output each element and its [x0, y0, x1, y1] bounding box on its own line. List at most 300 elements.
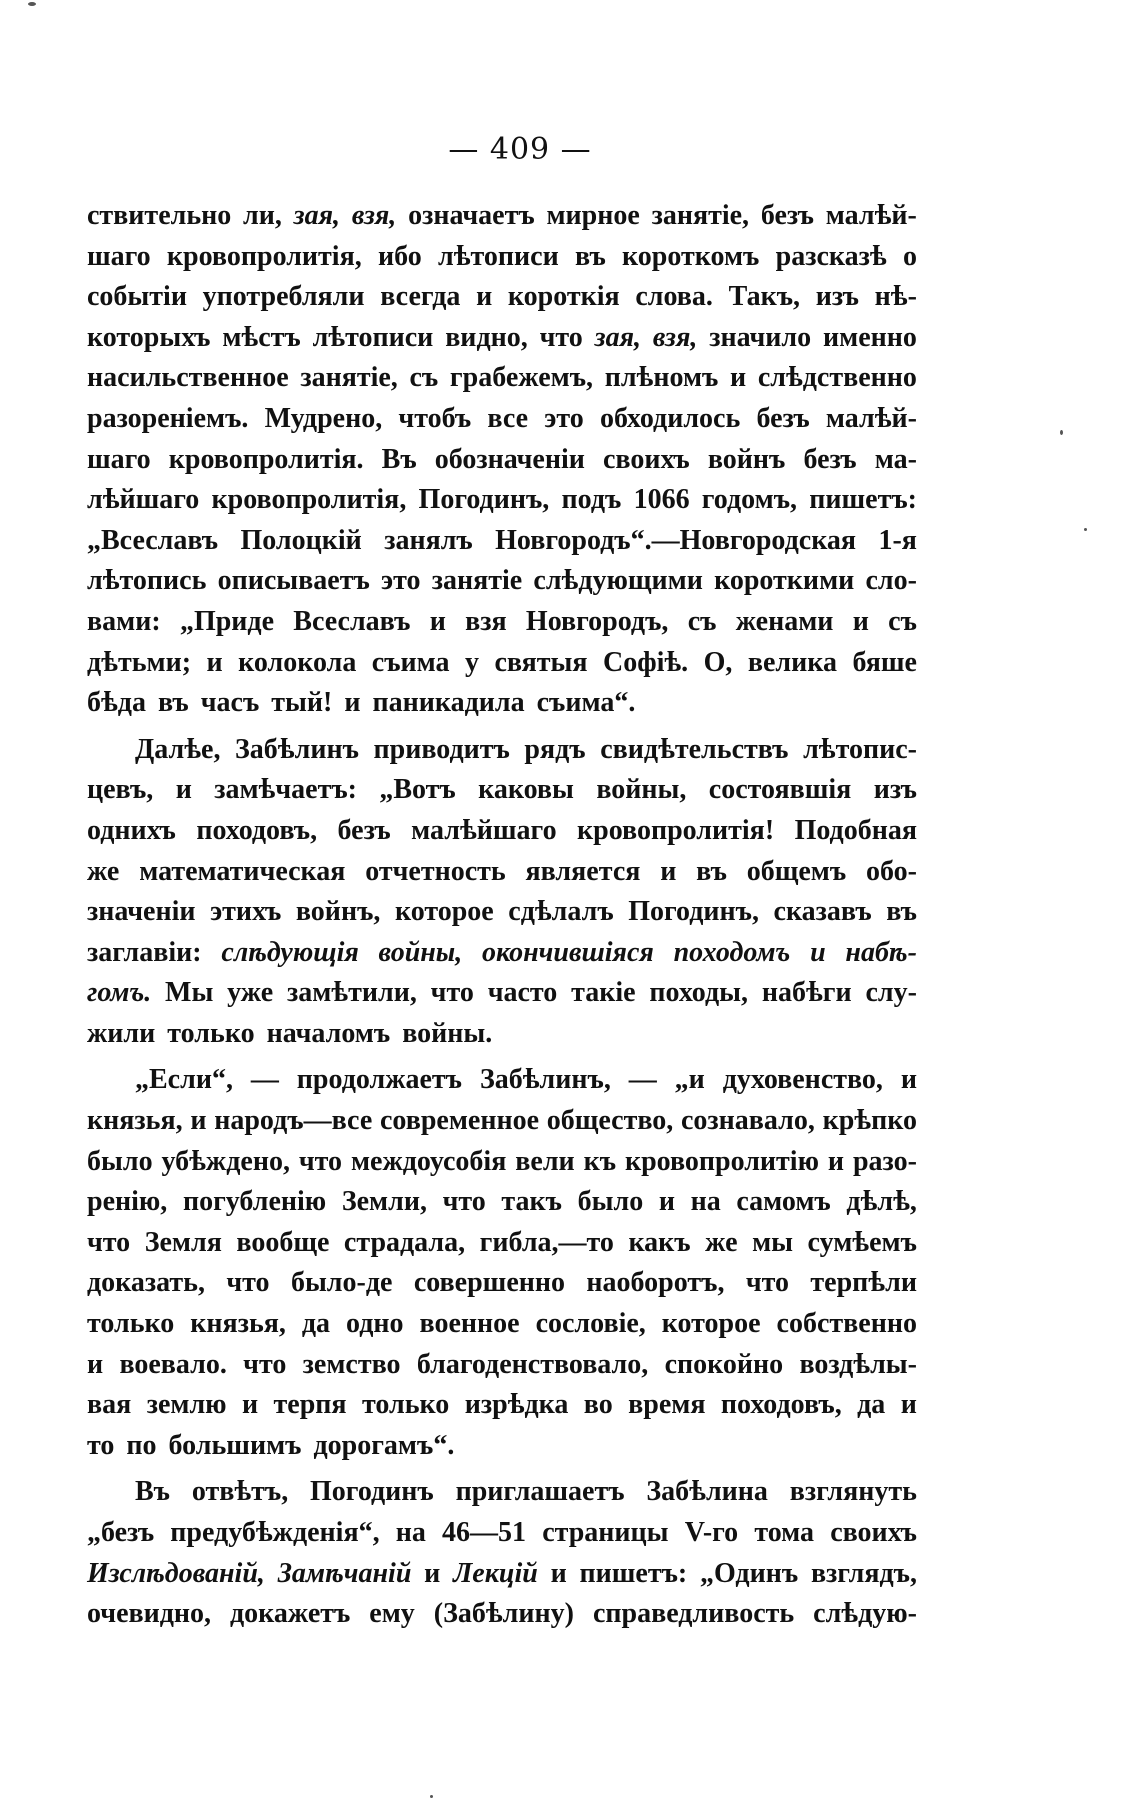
word: зая, — [594, 321, 642, 353]
word: Изслѣдованій, — [87, 1557, 265, 1589]
word: однихъ — [87, 814, 176, 846]
word: народъ—все — [214, 1105, 373, 1137]
word: святыя — [494, 646, 588, 678]
word: занялъ — [384, 524, 473, 556]
word: набѣ- — [845, 936, 917, 968]
word: слѣдственно — [757, 362, 917, 394]
word: и — [550, 1557, 567, 1589]
text-line — [87, 480, 917, 521]
word: наоборотъ, — [586, 1267, 725, 1299]
word: и — [660, 855, 677, 887]
text-line — [87, 643, 917, 684]
word: занятіе, — [300, 362, 398, 394]
text-line — [87, 1142, 917, 1183]
text-line — [87, 933, 917, 974]
word: Забѣлинъ — [235, 733, 359, 765]
word: Полоцкій — [240, 524, 362, 556]
word: уже — [227, 977, 274, 1009]
word: безъ — [337, 814, 391, 846]
word: и — [476, 281, 493, 313]
word: да — [857, 1389, 886, 1421]
text-line — [87, 1554, 917, 1595]
word: Погодинъ, — [418, 484, 550, 516]
text-line — [87, 440, 917, 481]
word: безъ — [756, 402, 810, 434]
word: — — [250, 1064, 279, 1096]
word: и — [87, 1348, 104, 1380]
word: слѣдующими — [533, 565, 703, 597]
word: шаго — [87, 240, 151, 272]
word: шаго — [87, 443, 151, 475]
text-line — [87, 196, 917, 237]
text-line — [87, 277, 917, 318]
text-line — [87, 318, 917, 359]
word: самомъ — [736, 1186, 831, 1218]
word: О, — [703, 646, 733, 678]
word: состоявшія — [708, 774, 852, 806]
text-line — [87, 811, 917, 852]
word: въ — [886, 896, 917, 928]
word: Замѣчаній — [277, 1557, 412, 1589]
word: вая — [87, 1389, 132, 1421]
word: сказавъ — [773, 896, 872, 928]
word: такъ — [501, 1186, 562, 1218]
word: у — [465, 646, 479, 678]
word: въ — [575, 240, 606, 272]
text-line — [87, 1513, 917, 1554]
word: походомъ — [673, 936, 791, 968]
word: съ — [888, 605, 917, 637]
word: своихъ — [603, 443, 690, 475]
word: (Забѣлину) — [433, 1598, 574, 1630]
text-line — [87, 1263, 917, 1304]
word: и — [429, 605, 446, 637]
word: князья, — [190, 1308, 286, 1340]
word: же — [705, 1226, 738, 1258]
word: — — [628, 1064, 657, 1096]
page-number: — 409 — — [448, 132, 592, 167]
word: кровопролитія, — [166, 240, 362, 272]
word: и — [900, 1389, 917, 1421]
word: съима“. — [536, 687, 636, 719]
word: походы, — [649, 977, 748, 1009]
word: собственно — [776, 1308, 917, 1340]
text-line — [87, 683, 917, 724]
word: Далѣе, — [135, 733, 221, 765]
word: съ — [687, 605, 717, 637]
word: занятіе — [431, 565, 523, 597]
word: только — [362, 1389, 450, 1421]
word: было — [87, 1145, 153, 1177]
word: и — [852, 605, 869, 637]
word: въ — [157, 687, 189, 719]
word: сумѣемъ — [807, 1226, 917, 1258]
word: короткія — [507, 281, 620, 313]
word: малѣй- — [825, 200, 917, 231]
word: Забѣлинъ, — [479, 1064, 611, 1096]
word: что — [442, 1186, 486, 1218]
word: и — [730, 362, 747, 394]
word: Новгородъ“.—Новгородская — [495, 524, 857, 556]
text-line — [87, 973, 917, 1014]
word: доказать, — [87, 1267, 205, 1299]
word: слѣдующія — [221, 936, 359, 968]
word: справедливость — [592, 1598, 795, 1630]
text-line — [87, 358, 917, 399]
word: современное — [379, 1105, 540, 1137]
word: походовъ, — [196, 814, 318, 846]
word: „и — [674, 1064, 705, 1096]
text-line — [87, 1426, 917, 1467]
word: терпя — [273, 1389, 347, 1421]
word: V-го — [684, 1517, 739, 1548]
word: что — [298, 1145, 343, 1177]
word: терпѣли — [810, 1267, 917, 1299]
word: слова. — [635, 281, 713, 313]
word: и — [175, 774, 192, 806]
word: междоусобія — [350, 1145, 507, 1177]
word: что — [745, 1267, 790, 1299]
word: короткими — [714, 565, 855, 597]
word: свидѣтельствъ — [600, 733, 789, 765]
word: Погодинъ — [310, 1476, 434, 1508]
word: это — [544, 402, 584, 434]
word: кровопролитію — [624, 1145, 819, 1177]
word: занятіе, — [651, 200, 750, 231]
word: нѣ- — [874, 281, 917, 313]
word: дѣлѣ, — [846, 1186, 917, 1218]
text-line — [87, 1223, 917, 1264]
word: и — [424, 1557, 441, 1589]
word: колокола — [238, 646, 357, 678]
word: сдѣлалъ — [508, 896, 614, 928]
word: слѣдую- — [813, 1598, 917, 1630]
word: и — [206, 646, 223, 678]
word: которое — [394, 896, 494, 928]
word: то — [87, 1429, 115, 1461]
word: значеніи — [87, 896, 196, 928]
word: лѣтописи — [312, 321, 434, 353]
word: означаетъ — [408, 200, 535, 231]
word: Лекцій — [453, 1557, 538, 1589]
word: разореніемъ. — [87, 402, 249, 434]
word: безъ — [760, 200, 814, 231]
word: кровопролитія! — [577, 814, 775, 846]
word: общество, — [546, 1105, 674, 1137]
word: кровопролитія, — [211, 484, 407, 516]
word: лѣйшаго — [87, 484, 200, 516]
print-speck — [1060, 430, 1063, 435]
word: Въ — [381, 443, 417, 475]
word: и — [344, 687, 361, 719]
text-line — [87, 1304, 917, 1345]
word: изъ — [873, 774, 917, 806]
word: продолжаетъ — [296, 1064, 463, 1096]
word: плѣномъ — [604, 362, 719, 394]
word: Погодинъ, — [628, 896, 759, 928]
word: цевъ, — [87, 774, 154, 806]
word: тома — [754, 1517, 815, 1548]
word: замѣчаетъ: — [214, 774, 357, 806]
word: началомъ — [266, 1017, 391, 1049]
word: бяше — [852, 646, 917, 678]
word: ма- — [874, 443, 917, 475]
word: очевидно, — [87, 1598, 212, 1630]
word: спокойно — [664, 1348, 784, 1380]
word: воздѣлы- — [799, 1348, 917, 1380]
word: видно, — [445, 321, 528, 353]
word: что — [539, 321, 583, 353]
word: Мудрено, — [264, 402, 383, 434]
word: которыхъ — [87, 321, 211, 353]
word: на — [690, 1186, 721, 1218]
word: во — [583, 1389, 613, 1421]
text-line — [87, 1060, 917, 1101]
word: всегда — [380, 281, 461, 313]
word: замѣтили, — [286, 977, 417, 1009]
body-text — [87, 196, 917, 1635]
word: сословіе, — [535, 1308, 646, 1340]
word: велика — [747, 646, 837, 678]
word: что — [87, 1226, 131, 1258]
word: отвѣтъ, — [191, 1476, 289, 1508]
word: общемъ — [746, 855, 847, 887]
word: малѣй- — [825, 402, 917, 434]
word: войны, — [378, 936, 463, 968]
word: своихъ — [830, 1517, 917, 1548]
word: совершенно — [413, 1267, 566, 1299]
word: и — [658, 1186, 675, 1218]
word: взя — [465, 605, 507, 637]
word: взя, — [652, 321, 698, 353]
word: малѣйшаго — [411, 814, 557, 846]
word: Земля — [144, 1226, 222, 1258]
word: которое — [661, 1308, 761, 1340]
word: взя, — [351, 200, 397, 231]
word: изъ — [815, 281, 859, 313]
word: мѣстъ — [222, 321, 301, 353]
word: Всеславъ — [293, 605, 411, 637]
word: разсказѣ — [775, 240, 887, 272]
word: вообще — [236, 1226, 330, 1258]
text-line — [87, 399, 917, 440]
text-line — [87, 770, 917, 811]
word: на — [395, 1517, 426, 1548]
word: ствительно — [87, 200, 232, 231]
word: грабежемъ, — [449, 362, 594, 394]
word: войнъ — [707, 443, 786, 475]
word: было-де — [290, 1267, 393, 1299]
word: вели — [515, 1145, 575, 1177]
word: войны, — [596, 774, 687, 806]
word: приводитъ — [373, 733, 510, 765]
word: ренію, — [87, 1186, 168, 1218]
word: войны. — [402, 1017, 493, 1049]
word: обходилось — [599, 402, 741, 434]
word: 1066 — [633, 484, 690, 516]
word: пишетъ: — [579, 1557, 688, 1589]
word: событіи — [87, 281, 187, 313]
word: да — [301, 1308, 331, 1340]
word: ли, — [243, 200, 282, 231]
word: отчетность — [365, 855, 506, 887]
word: дорогамъ“. — [313, 1429, 455, 1461]
word: земство — [302, 1348, 401, 1380]
text-line — [87, 521, 917, 562]
word: Новгородъ, — [525, 605, 669, 637]
word: „Вотъ — [379, 774, 456, 806]
print-speck — [430, 1795, 433, 1798]
word: только — [87, 1308, 175, 1340]
word: съима — [371, 646, 450, 678]
word: землю — [146, 1389, 227, 1421]
word: воевало. — [119, 1348, 227, 1380]
word: Мы — [165, 977, 214, 1009]
word: 46—51 — [442, 1517, 527, 1548]
word: часто — [487, 977, 558, 1009]
word: „Приде — [179, 605, 275, 637]
word: „Всеславъ — [87, 524, 219, 556]
text-line — [87, 1182, 917, 1223]
word: 1-я — [878, 524, 917, 556]
word: лѣтопис- — [803, 733, 917, 765]
word: дѣтьми; — [87, 646, 192, 678]
word: по — [126, 1429, 157, 1461]
text-line — [87, 602, 917, 643]
word: такіе — [571, 977, 636, 1009]
word: вами: — [87, 605, 161, 637]
word: и — [827, 1145, 845, 1177]
word: гибла,—то — [479, 1226, 614, 1258]
word: военное — [419, 1308, 520, 1340]
word: описываетъ — [217, 565, 370, 597]
word: Земли, — [341, 1186, 427, 1218]
word: безъ — [803, 443, 857, 475]
word: короткомъ — [622, 240, 760, 272]
word: взглянуть — [789, 1476, 917, 1508]
text-line — [87, 730, 917, 771]
word: Забѣлина — [646, 1476, 768, 1508]
word: и — [190, 1105, 207, 1137]
word: въ — [696, 855, 727, 887]
word: Софіѣ. — [603, 646, 689, 678]
word: Подобная — [794, 814, 917, 846]
word: насильственное — [87, 362, 289, 394]
text-line — [87, 237, 917, 278]
word: обо- — [866, 855, 917, 887]
word: докажетъ — [230, 1598, 351, 1630]
word: рядъ — [524, 733, 586, 765]
word: и — [900, 1064, 917, 1096]
print-speck — [28, 2, 36, 6]
text-line — [87, 852, 917, 893]
word: и — [241, 1389, 259, 1421]
word: окончившіяся — [482, 936, 654, 968]
text-line — [87, 1345, 917, 1386]
word: заглавіи: — [87, 936, 202, 968]
word: гомъ. — [87, 977, 152, 1009]
word: мирное — [546, 200, 640, 231]
word: этихъ — [210, 896, 282, 928]
text-line — [87, 1101, 917, 1142]
word: слу- — [865, 977, 917, 1009]
word: что — [430, 977, 474, 1009]
word: женами — [735, 605, 834, 637]
word: что — [243, 1348, 287, 1380]
word: же — [87, 855, 120, 887]
word: годомъ, — [701, 484, 798, 516]
word: жили — [87, 1017, 156, 1049]
word: „Одинъ — [700, 1557, 799, 1589]
word: зая, — [293, 200, 341, 231]
print-speck — [1084, 528, 1087, 531]
word: какъ — [628, 1226, 691, 1258]
word: и — [810, 936, 826, 968]
word: Такъ, — [728, 281, 801, 313]
word: сознавало, — [680, 1105, 815, 1137]
word: паникадила — [372, 687, 525, 719]
word: страницы — [542, 1517, 669, 1548]
word: о — [902, 240, 917, 272]
word: войнъ, — [295, 896, 381, 928]
word: одно — [346, 1308, 404, 1340]
word: употребляли — [202, 281, 365, 313]
word: мы — [752, 1226, 793, 1258]
word: „безъ — [87, 1517, 155, 1548]
word: „Если“, — [135, 1064, 233, 1096]
word: сло- — [865, 565, 917, 597]
word: обозначеніи — [434, 443, 585, 475]
word: предубѣжденія“, — [170, 1517, 380, 1548]
text-line — [87, 1385, 917, 1426]
text-line — [87, 1014, 917, 1055]
text-line — [87, 1472, 917, 1513]
word: благоденствовало, — [416, 1348, 649, 1380]
word: подъ — [561, 484, 622, 516]
word: ибо — [377, 240, 422, 272]
word: значило — [709, 321, 812, 353]
word: приглашаетъ — [455, 1476, 625, 1508]
word: духовенство, — [722, 1064, 883, 1096]
word: большимъ — [168, 1429, 302, 1461]
word: Въ — [135, 1476, 170, 1508]
text-line — [87, 892, 917, 933]
word: убѣждено, — [161, 1145, 290, 1177]
word: кровопролитія. — [168, 443, 364, 475]
word: все — [487, 402, 529, 434]
word: страдала, — [343, 1226, 466, 1258]
word: каковы — [478, 774, 574, 806]
word: время — [628, 1389, 706, 1421]
word: ему — [369, 1598, 415, 1630]
word: къ — [583, 1145, 617, 1177]
word: лѣтопись — [87, 565, 207, 597]
text-line — [87, 1594, 917, 1635]
word: это — [381, 565, 421, 597]
word: разо- — [852, 1145, 917, 1177]
word: было — [577, 1186, 644, 1218]
word: является — [525, 855, 641, 887]
word: съ — [409, 362, 439, 394]
word: взглядъ, — [810, 1557, 917, 1589]
word: набѣги — [761, 977, 852, 1009]
word: пишетъ: — [809, 484, 917, 516]
word: князья, — [87, 1105, 183, 1137]
word: крѣпко — [822, 1105, 917, 1137]
word: тый! — [271, 687, 333, 719]
word: походовъ, — [720, 1389, 842, 1421]
word: что — [226, 1267, 270, 1299]
